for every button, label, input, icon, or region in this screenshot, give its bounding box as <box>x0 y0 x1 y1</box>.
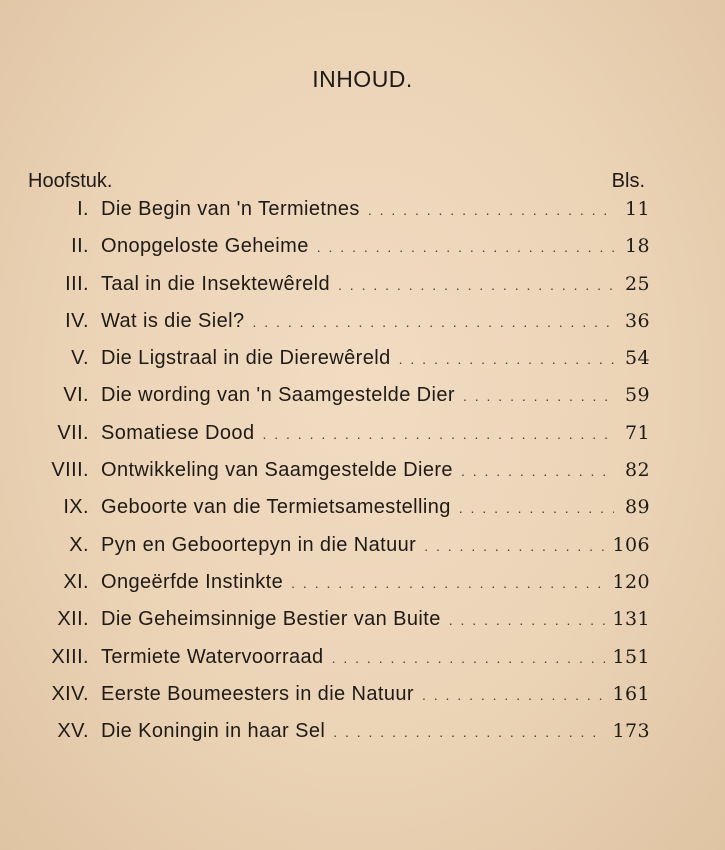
toc-entry <box>20 198 650 235</box>
page-number: 161 <box>612 682 650 705</box>
chapter-number: II. <box>71 235 89 258</box>
chapter-title: Wat is die Siel? <box>101 309 245 332</box>
dot-leader <box>291 575 604 591</box>
dot-leader <box>459 500 614 516</box>
chapter-title: Pyn en Geboortepyn in die Natuur <box>101 533 417 556</box>
dot-leader <box>399 351 614 367</box>
chapter-title: Die Ligstraal in die Dierewêreld <box>101 347 391 370</box>
page-number: 54 <box>625 347 650 370</box>
chapter-title: Ontwikkeling van Saamgestelde Diere <box>101 459 453 482</box>
chapter-number: VII. <box>57 421 89 444</box>
dot-leader <box>463 388 614 404</box>
dot-leader <box>317 239 614 255</box>
toc-entry <box>20 422 650 459</box>
page-number: 82 <box>625 459 650 482</box>
dot-leader <box>461 463 614 479</box>
page-number: 89 <box>625 496 650 519</box>
chapter-number: IV. <box>65 309 89 332</box>
dot-leader <box>262 426 614 442</box>
toc-entry <box>20 534 650 571</box>
chapter-title: Ongeërfde Instinkte <box>101 570 284 593</box>
chapter-title: Taal in die Insektewêreld <box>101 272 331 295</box>
page-number: 106 <box>612 533 650 556</box>
toc-entry <box>20 459 650 496</box>
toc-entry <box>20 683 650 720</box>
chapter-title: Eerste Boumeesters in die Natuur <box>101 682 414 705</box>
dot-leader <box>368 202 614 218</box>
dot-leader <box>253 314 615 330</box>
dot-leader <box>338 277 614 293</box>
toc-entry <box>20 571 650 608</box>
dot-leader <box>449 612 605 628</box>
chapter-title: Die wording van 'n Saamgestelde Dier <box>101 384 455 407</box>
toc-entry <box>20 646 650 683</box>
page-number: 71 <box>625 421 650 444</box>
chapter-title: Die Geheimsinnige Bestier van Buite <box>101 608 441 631</box>
chapter-title: Geboorte van die Termietsamestelling <box>101 496 451 519</box>
page-number: 131 <box>612 608 650 631</box>
chapter-title: Termiete Watervoorraad <box>101 645 324 668</box>
chapter-title: Die Koningin in haar Sel <box>101 720 326 743</box>
page-column-heading: Bls. <box>611 170 645 192</box>
toc-entry <box>20 235 650 272</box>
chapter-number: XIII. <box>51 645 89 668</box>
toc-entry <box>20 720 650 757</box>
toc-entry <box>20 384 650 421</box>
chapter-column-heading: Hoofstuk. <box>28 170 113 192</box>
dot-leader <box>333 724 604 740</box>
page-number: 18 <box>625 235 650 258</box>
chapter-number: XV. <box>57 720 89 743</box>
toc-entry <box>20 496 650 533</box>
toc-entry <box>20 347 650 384</box>
toc-entry <box>20 608 650 645</box>
dot-leader <box>332 650 605 666</box>
page-number: 151 <box>612 645 650 668</box>
chapter-number: VI. <box>63 384 89 407</box>
chapter-number: XIV. <box>51 682 89 705</box>
toc-entry <box>20 273 650 310</box>
chapter-number: I. <box>77 198 89 220</box>
page-number: 173 <box>612 720 650 743</box>
chapter-number: XI. <box>63 570 89 593</box>
chapter-title: Somatiese Dood <box>101 421 255 444</box>
chapter-number: IX. <box>63 496 89 519</box>
table-of-contents <box>20 198 650 757</box>
chapter-number: VIII. <box>51 459 89 482</box>
chapter-number: V. <box>71 347 89 370</box>
page-title: INHOUD. <box>312 66 413 92</box>
chapter-title: Onopgeloste Geheime <box>101 235 309 258</box>
page-number: 36 <box>625 309 650 332</box>
chapter-number: XII. <box>57 608 89 631</box>
dot-leader <box>422 687 605 703</box>
page-number: 25 <box>625 272 650 295</box>
page-number: 59 <box>625 384 650 407</box>
page-number: 120 <box>612 570 650 593</box>
dot-leader <box>424 538 604 554</box>
chapter-number: III. <box>65 272 89 295</box>
chapter-title: Die Begin van 'n Termietnes <box>101 198 360 220</box>
toc-entry <box>20 310 650 347</box>
page-number: 11 <box>625 198 650 220</box>
chapter-number: X. <box>69 533 89 556</box>
